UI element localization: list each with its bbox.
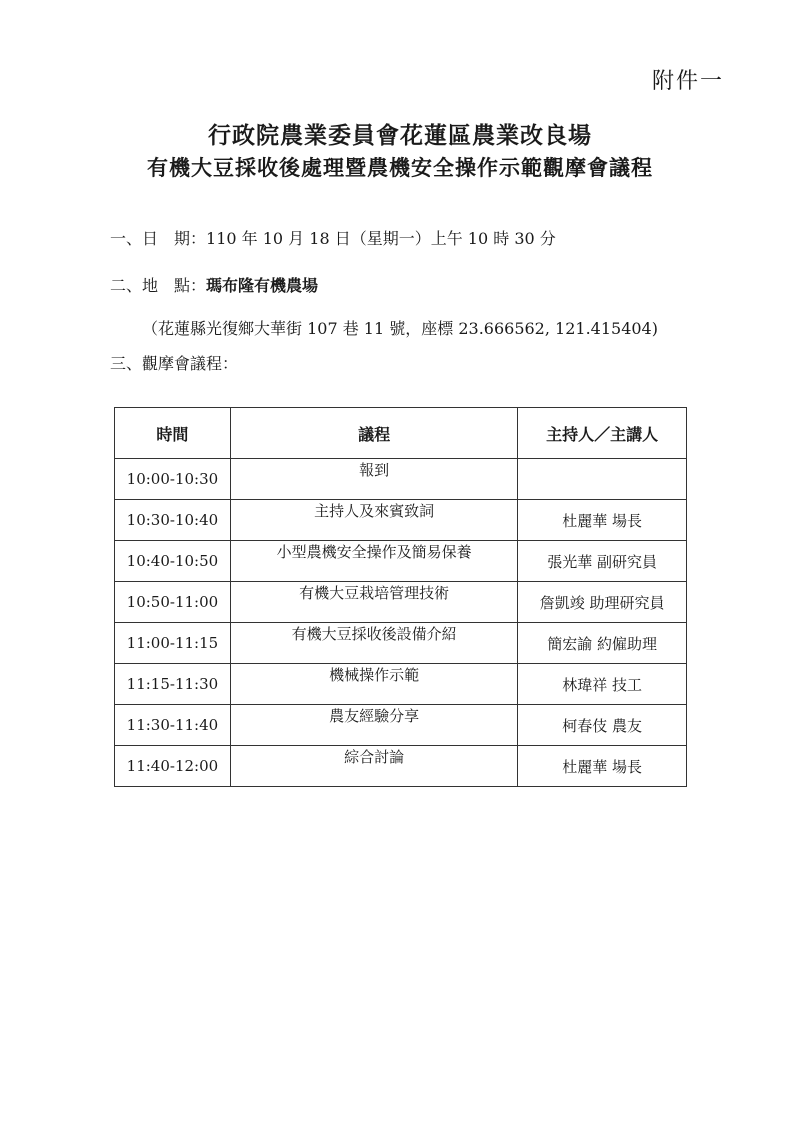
cell-host: 張光華 副研究員 [518, 541, 687, 582]
cell-host [518, 459, 687, 500]
date-label: 一、日 期： [110, 229, 207, 248]
date-value: 110 年 10 月 18 日（星期一）上午 10 時 30 分 [206, 229, 556, 248]
table-header-row [115, 408, 687, 459]
cell-host: 杜麗華 場長 [518, 500, 687, 541]
cell-time: 11:15-11:30 [115, 664, 231, 705]
address-info: （花蓮縣光復鄉大華街 107 巷 11 號，座標 23.666562, 121.415404) [142, 319, 658, 338]
agenda-table [114, 407, 687, 787]
cell-host: 林瑋祥 技工 [518, 664, 687, 705]
header-topic: 議程 [230, 408, 517, 459]
table-row [115, 746, 687, 787]
cell-topic: 報到 [230, 459, 517, 500]
cell-topic: 綜合討論 [230, 746, 517, 787]
cell-time: 11:40-12:00 [115, 746, 231, 787]
cell-host: 柯春伎 農友 [518, 705, 687, 746]
cell-topic: 主持人及來賓致詞 [230, 500, 517, 541]
table-row [115, 500, 687, 541]
header-time: 時間 [115, 408, 231, 459]
cell-topic: 機械操作示範 [230, 664, 517, 705]
cell-topic: 有機大豆採收後設備介紹 [230, 623, 517, 664]
cell-time: 11:30-11:40 [115, 705, 231, 746]
place-value: 瑪布隆有機農場 [206, 276, 319, 295]
agenda-heading: 三、觀摩會議程： [110, 354, 239, 373]
cell-time: 10:40-10:50 [115, 541, 231, 582]
cell-host: 簡宏諭 約僱助理 [518, 623, 687, 664]
table-row [115, 582, 687, 623]
cell-topic: 有機大豆栽培管理技術 [230, 582, 517, 623]
table-row [115, 541, 687, 582]
attachment-label: 附件一 [652, 69, 725, 94]
cell-host: 杜麗華 場長 [518, 746, 687, 787]
table-row [115, 705, 687, 746]
cell-time: 10:50-11:00 [115, 582, 231, 623]
cell-time: 10:30-10:40 [115, 500, 231, 541]
header-host: 主持人／主講人 [518, 408, 687, 459]
document-subtitle: 有機大豆採收後處理暨農機安全操作示範觀摩會議程 [147, 155, 653, 180]
cell-time: 11:00-11:15 [115, 623, 231, 664]
table-row [115, 664, 687, 705]
place-info [110, 273, 318, 296]
cell-host: 詹凱竣 助理研究員 [518, 582, 687, 623]
document-title: 行政院農業委員會花蓮區農業改良場 [208, 122, 592, 149]
table-row [115, 623, 687, 664]
cell-time: 10:00-10:30 [115, 459, 231, 500]
date-info [110, 226, 556, 249]
place-label: 二、地 點： [110, 276, 207, 295]
cell-topic: 小型農機安全操作及簡易保養 [230, 541, 517, 582]
cell-topic: 農友經驗分享 [230, 705, 517, 746]
table-row [115, 459, 687, 500]
